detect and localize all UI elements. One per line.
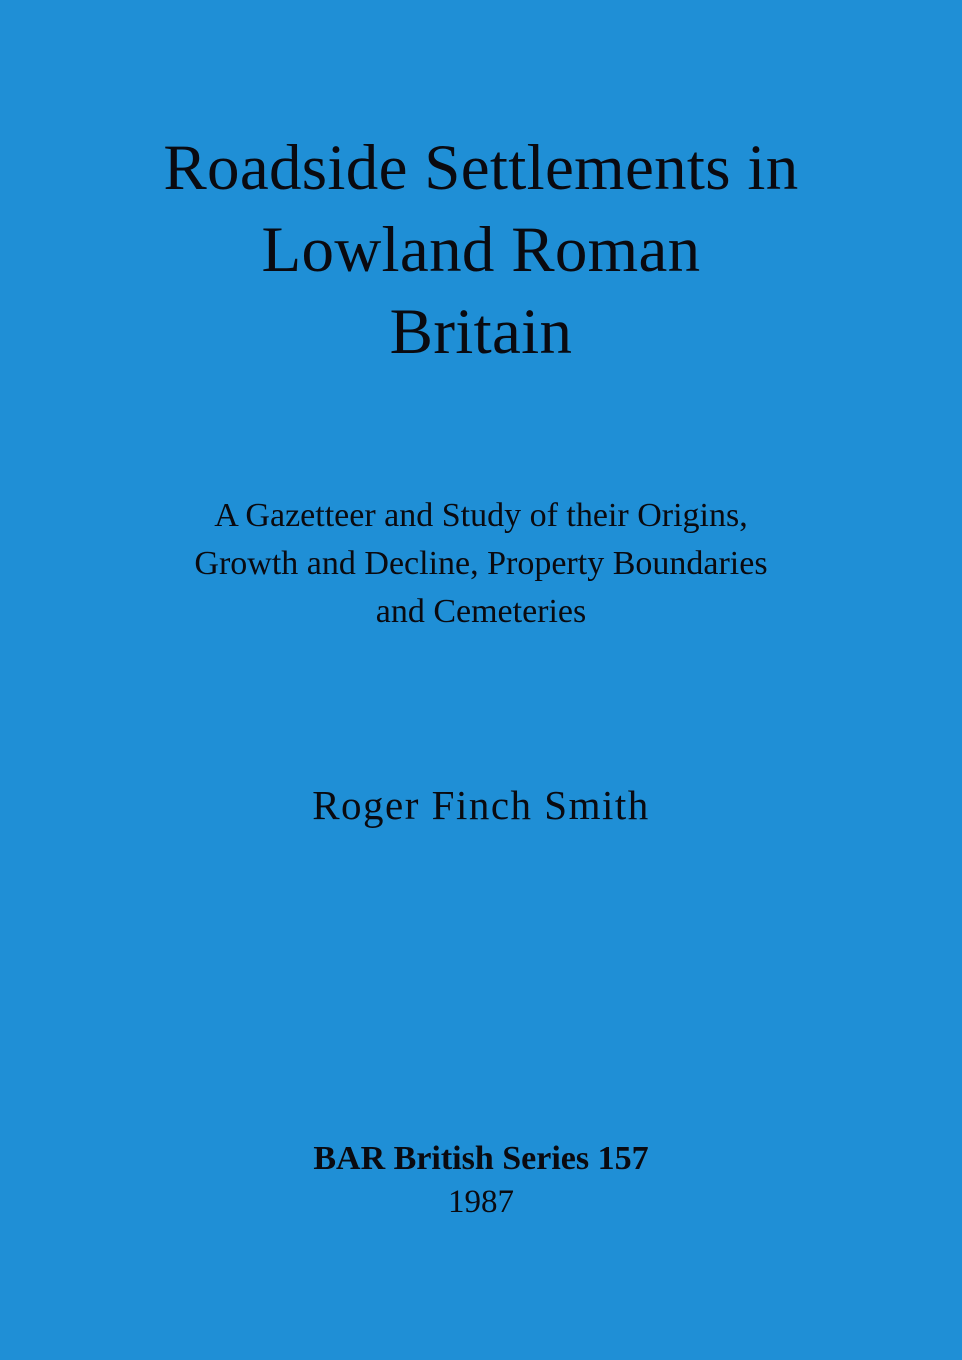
subtitle-line-3: and Cemeteries — [375, 593, 587, 631]
title-line-3: Britain — [389, 295, 573, 368]
title-line-2: Lowland Roman — [261, 213, 701, 286]
book-subtitle — [121, 492, 841, 637]
title-line-1: Roadside Settlements in — [163, 132, 799, 204]
author-name: Roger Finch Smith — [312, 782, 650, 829]
series-name: BAR British Series 157 — [313, 1139, 649, 1177]
subtitle-line-1: A Gazetteer and Study of their Origins, — [214, 496, 748, 534]
book-title — [101, 128, 861, 374]
series-block — [0, 1137, 962, 1225]
subtitle-line-2: Growth and Decline, Property Boundaries — [194, 544, 768, 582]
author-block — [101, 781, 861, 829]
publication-year: 1987 — [448, 1184, 514, 1221]
